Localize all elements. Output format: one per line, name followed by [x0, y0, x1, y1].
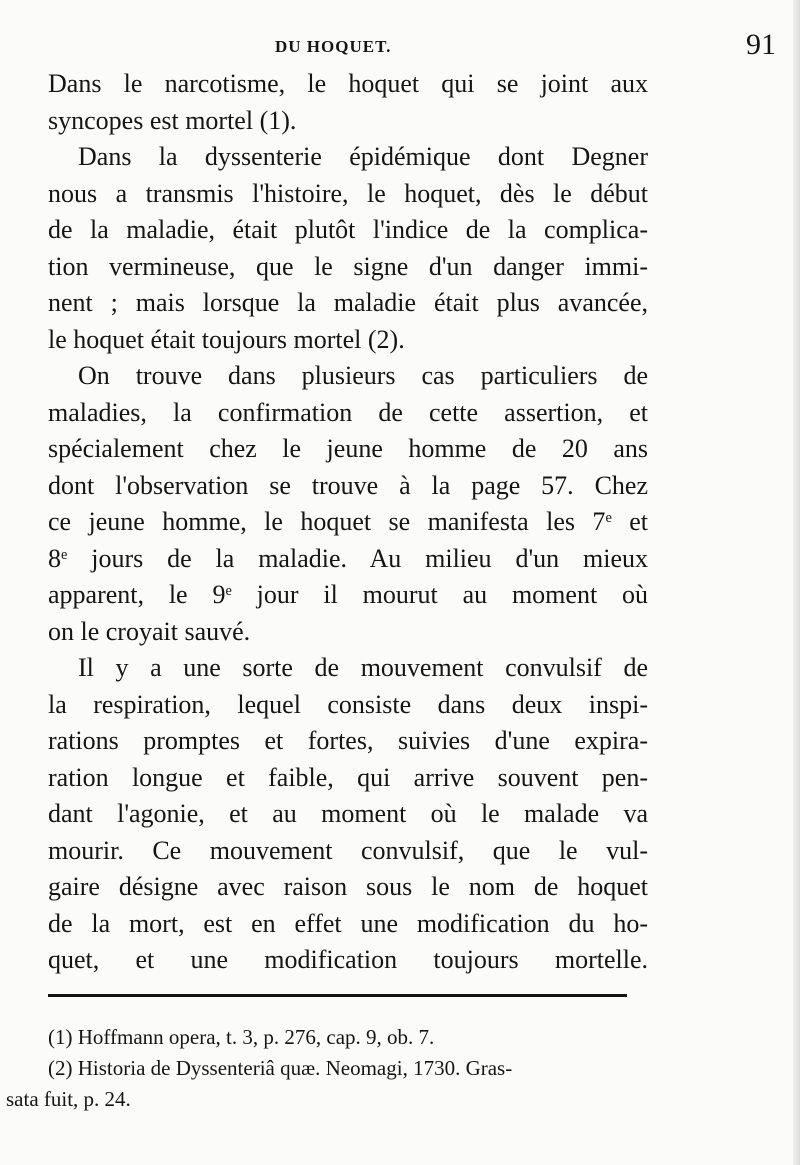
text-line: dont l'observation se trouve à la page 57. Chez: [48, 470, 648, 500]
page-edge-shadow: [793, 0, 800, 1165]
text-line: Il y a une sorte de mouvement convulsif de: [78, 653, 648, 682]
running-head: DU HOQUET.: [275, 37, 392, 56]
superscript: e: [61, 546, 68, 563]
text-segment: 8: [48, 543, 61, 573]
footnote-2: (2) Historia de Dyssenteriâ quæ. Neomagi, 1730. Gras-: [48, 1056, 513, 1080]
text-line: rations promptes et fortes, suivies d'une expira-: [48, 726, 648, 755]
text-line: spécialement chez le jeune homme de 20 ans: [48, 434, 648, 463]
text-line: nent ; mais lorsque la maladie était plus avancée,: [48, 288, 648, 317]
text-line: Dans le narcotisme, le hoquet qui se joint aux: [48, 69, 648, 98]
text-segment: ce jeune homme, le hoquet se manifesta les 7: [48, 507, 606, 536]
page-number: 91: [746, 28, 776, 61]
superscript: e: [225, 583, 232, 600]
text-line: ration longue et faible, qui arrive souvent pen-: [48, 762, 648, 792]
text-line: syncopes est mortel (1).: [48, 105, 297, 135]
text-segment: et: [611, 507, 648, 536]
text-line: nous a transmis l'histoire, le hoquet, dès le début: [48, 178, 648, 208]
text-line: mourir. Ce mouvement convulsif, que le vul-: [48, 835, 648, 865]
text-line: quet, et une modification toujours mortelle.: [48, 945, 648, 974]
text-line: dant l'agonie, et au moment où le malade va: [48, 799, 648, 828]
text-line: gaire désigne avec raison sous le nom de hoquet: [48, 872, 648, 901]
footnote-separator-rule: [48, 994, 627, 997]
text-segment: jour il mourut au moment où: [231, 580, 648, 609]
text-line: le hoquet était toujours mortel (2).: [48, 324, 405, 354]
text-line: tion vermineuse, que le signe d'un danger immi-: [48, 251, 648, 281]
main-text: [48, 66, 648, 979]
text-segment: jours de la maladie. Au milieu d'un mieux: [67, 543, 648, 573]
footnotes: [6, 1022, 628, 1115]
footnote-1: (1) Hoffmann opera, t. 3, p. 276, cap. 9, ob. 7.: [48, 1025, 435, 1049]
text-line: On trouve dans plusieurs cas particuliers de: [78, 361, 648, 390]
text-line: [48, 541, 648, 578]
footnote-2-continuation: sata fuit, p. 24.: [6, 1087, 131, 1111]
text-line: [48, 577, 648, 614]
text-line: la respiration, lequel consiste dans deux inspi-: [48, 689, 648, 719]
text-line: maladies, la confirmation de cette assertion, et: [48, 397, 648, 427]
text-line: de la mort, est en effet une modification du ho-: [48, 908, 648, 938]
text-line: de la maladie, était plutôt l'indice de la complica-: [48, 215, 648, 244]
text-line: [48, 504, 648, 541]
text-segment: apparent, le 9: [48, 580, 226, 609]
text-line: Dans la dyssenterie épidémique dont Degner: [78, 142, 648, 171]
superscript: e: [605, 510, 612, 527]
text-line: on le croyait sauvé.: [48, 616, 251, 646]
